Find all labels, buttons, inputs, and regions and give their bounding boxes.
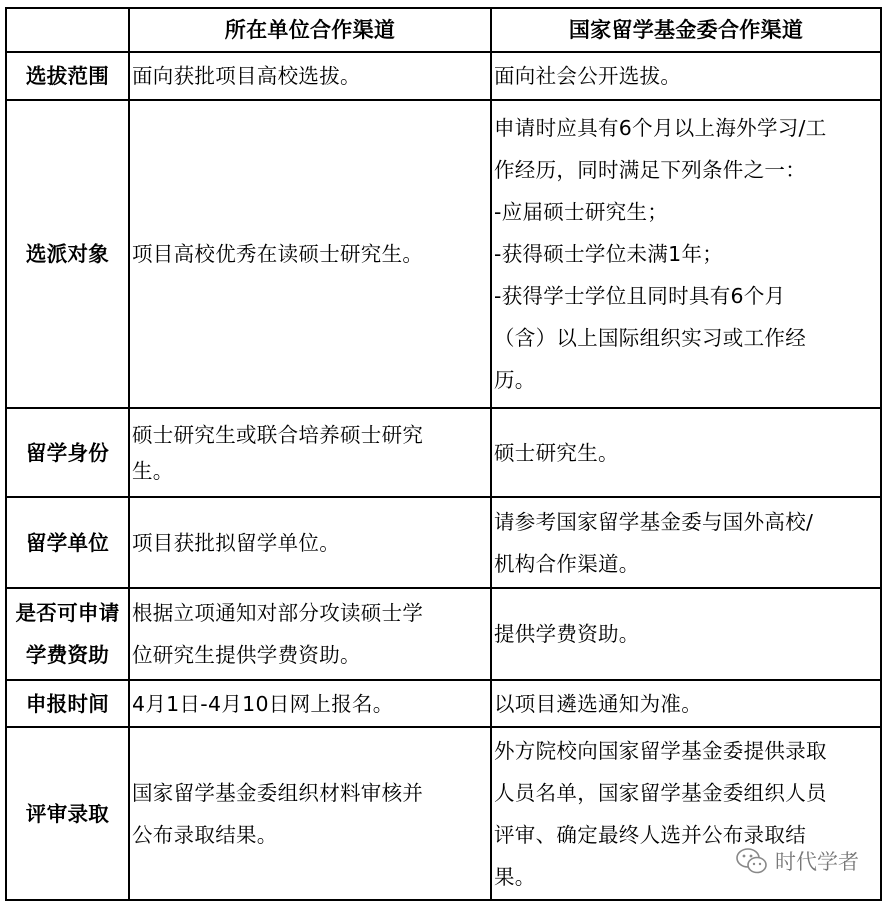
unit-cell: 面向获批项目高校选拔。 bbox=[129, 52, 491, 100]
row-label: 评审录取 bbox=[6, 727, 129, 900]
csc-cell: 以项目遴选通知为准。 bbox=[491, 680, 881, 727]
table-row bbox=[6, 52, 881, 100]
watermark bbox=[735, 846, 859, 876]
table-row bbox=[6, 588, 881, 680]
header-blank bbox=[6, 8, 129, 52]
csc-cell: 面向社会公开选拔。 bbox=[491, 52, 881, 100]
row-label: 选派对象 bbox=[6, 100, 129, 408]
comparison-table bbox=[5, 7, 882, 901]
row-label: 留学身份 bbox=[6, 408, 129, 497]
unit-cell: 4月1日-4月10日网上报名。 bbox=[129, 680, 491, 727]
csc-cell: 外方院校向国家留学基金委提供录取 人员名单，国家留学基金委组织人员 评审、确定最终人选并公布录取结 果。 bbox=[491, 727, 881, 900]
unit-cell: 项目获批拟留学单位。 bbox=[129, 497, 491, 588]
unit-cell: 硕士研究生或联合培养硕士研究 生。 bbox=[129, 408, 491, 497]
table-row bbox=[6, 497, 881, 588]
table-row bbox=[6, 408, 881, 497]
table-row bbox=[6, 100, 881, 408]
unit-cell: 根据立项通知对部分攻读硕士学 位研究生提供学费资助。 bbox=[129, 588, 491, 680]
row-label: 申报时间 bbox=[6, 680, 129, 727]
row-label: 是否可申请 学费资助 bbox=[6, 588, 129, 680]
watermark-text: 时代学者 bbox=[775, 850, 859, 874]
csc-cell: 提供学费资助。 bbox=[491, 588, 881, 680]
unit-cell: 国家留学基金委组织材料审核并 公布录取结果。 bbox=[129, 727, 491, 900]
header-csc-channel: 国家留学基金委合作渠道 bbox=[491, 8, 881, 52]
header-row bbox=[6, 8, 881, 52]
wechat-icon bbox=[735, 846, 769, 876]
row-label: 留学单位 bbox=[6, 497, 129, 588]
csc-cell: 请参考国家留学基金委与国外高校/ 机构合作渠道。 bbox=[491, 497, 881, 588]
csc-cell: 硕士研究生。 bbox=[491, 408, 881, 497]
table-row bbox=[6, 680, 881, 727]
csc-cell: 申请时应具有6个月以上海外学习/工 作经历，同时满足下列条件之一： -应届硕士研究生； -获得硕士学位未满1年； -获得学士学位且同时具有6个月 （含）以上国际组织实习或工作经 历。 bbox=[491, 100, 881, 408]
unit-cell: 项目高校优秀在读硕士研究生。 bbox=[129, 100, 491, 408]
row-label: 选拔范围 bbox=[6, 52, 129, 100]
header-unit-channel: 所在单位合作渠道 bbox=[129, 8, 491, 52]
